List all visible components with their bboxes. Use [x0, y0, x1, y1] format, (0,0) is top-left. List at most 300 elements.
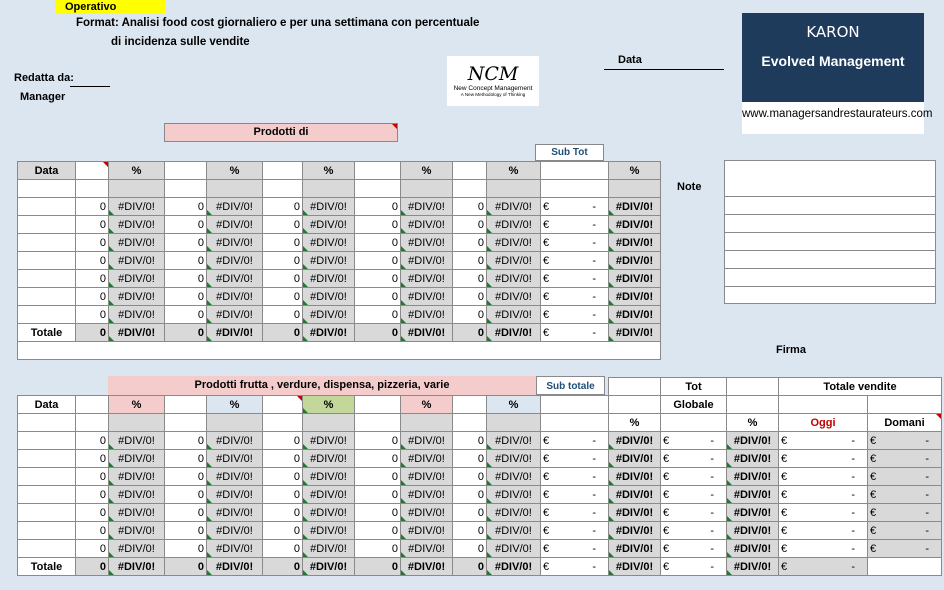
date-cell[interactable]	[18, 216, 76, 234]
date-cell[interactable]	[18, 522, 76, 540]
pct-header: %	[401, 162, 453, 180]
cell[interactable]	[165, 180, 207, 198]
date-cell[interactable]	[18, 270, 76, 288]
frutta-verdure-header: Prodotti frutta , verdure, dispensa, pizzeria, varie	[108, 376, 536, 395]
euro-sign: €	[781, 542, 788, 555]
euro-sign: €	[543, 542, 550, 555]
total-qty: 0	[453, 324, 487, 342]
subtot-cell	[541, 486, 609, 504]
pct-cell: #DIV/0!	[487, 486, 541, 504]
qty-cell[interactable]: 0	[453, 486, 487, 504]
date-cell[interactable]	[18, 306, 76, 324]
pct-cell: #DIV/0!	[401, 468, 453, 486]
cell[interactable]	[303, 414, 355, 432]
cell[interactable]	[165, 162, 207, 180]
cell[interactable]	[76, 180, 109, 198]
pct-cell: #DIV/0!	[207, 432, 263, 450]
total-label: Totale	[18, 324, 76, 342]
euro-sign: €	[543, 434, 550, 447]
cell[interactable]	[263, 396, 303, 414]
qty-cell[interactable]: 0	[453, 450, 487, 468]
pct-header: %	[609, 162, 661, 180]
cell[interactable]	[263, 162, 303, 180]
subtot-cell	[541, 504, 609, 522]
pct-cell: #DIV/0!	[727, 486, 779, 504]
date-cell[interactable]	[18, 540, 76, 558]
qty-cell[interactable]: 0	[76, 252, 109, 270]
cell[interactable]	[401, 414, 453, 432]
pct-cell: #DIV/0!	[207, 216, 263, 234]
pct-cell: #DIV/0!	[109, 234, 165, 252]
tot-globale-cell	[661, 522, 727, 540]
euro-sign: €	[781, 434, 788, 447]
domani-cell	[868, 468, 942, 486]
qty-cell[interactable]: 0	[355, 306, 401, 324]
pct-header: %	[303, 162, 355, 180]
cell[interactable]	[727, 378, 779, 396]
prodotti-di-header[interactable]: Prodotti di	[164, 123, 398, 142]
euro-sign: €	[663, 506, 670, 519]
karon-subtitle: Evolved Management	[761, 53, 905, 69]
pct-header: %	[487, 396, 541, 414]
qty-cell[interactable]: 0	[355, 252, 401, 270]
euro-sign: €	[781, 470, 788, 483]
date-cell[interactable]	[18, 288, 76, 306]
pct-cell: #DIV/0!	[487, 522, 541, 540]
date-cell[interactable]	[18, 486, 76, 504]
qty-cell[interactable]: 0	[165, 522, 207, 540]
table-row	[18, 198, 661, 216]
table-row	[18, 522, 942, 540]
cell[interactable]	[207, 414, 263, 432]
total-pct: #DIV/0!	[207, 558, 263, 576]
totale-vendite-label: Totale vendite	[779, 378, 942, 396]
table-prodotti	[17, 161, 661, 360]
oggi-cell	[779, 450, 868, 468]
euro-value: -	[851, 542, 855, 555]
blank	[165, 378, 541, 396]
tot-globale-cell	[661, 540, 727, 558]
cell[interactable]	[401, 180, 453, 198]
total-pct: #DIV/0!	[207, 324, 263, 342]
pct-cell: #DIV/0!	[303, 198, 355, 216]
qty-cell[interactable]: 0	[165, 216, 207, 234]
subtot-cell	[541, 198, 609, 216]
table-row	[18, 216, 661, 234]
cell[interactable]	[609, 396, 661, 414]
cell[interactable]	[541, 414, 609, 432]
euro-sign: €	[781, 506, 788, 519]
cell[interactable]	[453, 162, 487, 180]
euro-value: -	[592, 254, 596, 267]
cell[interactable]	[609, 378, 661, 396]
table-row	[18, 234, 661, 252]
qty-cell[interactable]: 0	[76, 450, 109, 468]
euro-sign: €	[543, 470, 550, 483]
domani-label: Domani	[868, 414, 942, 432]
total-pct: #DIV/0!	[727, 558, 779, 576]
qty-cell[interactable]: 0	[355, 450, 401, 468]
qty-cell[interactable]: 0	[76, 216, 109, 234]
table-row	[18, 504, 942, 522]
cell[interactable]	[303, 180, 355, 198]
euro-sign: €	[543, 236, 550, 249]
tot-label: Tot	[661, 378, 727, 396]
oggi-cell	[779, 486, 868, 504]
qty-cell[interactable]: 0	[263, 270, 303, 288]
euro-value: -	[710, 488, 714, 501]
footer-cell[interactable]	[18, 342, 661, 360]
qty-cell[interactable]: 0	[165, 450, 207, 468]
qty-cell[interactable]: 0	[263, 288, 303, 306]
title-line-1: Format: Analisi food cost giornaliero e per una settimana con percentuale	[76, 17, 480, 29]
pct-header: %	[487, 162, 541, 180]
pct-cell: #DIV/0!	[487, 252, 541, 270]
qty-cell[interactable]: 0	[263, 432, 303, 450]
euro-sign: €	[543, 218, 550, 231]
pct-cell: #DIV/0!	[727, 468, 779, 486]
qty-cell[interactable]: 0	[355, 504, 401, 522]
qty-cell[interactable]: 0	[76, 504, 109, 522]
pct-cell: #DIV/0!	[109, 288, 165, 306]
subtot-cell	[541, 432, 609, 450]
cell[interactable]	[207, 180, 263, 198]
qty-cell[interactable]: 0	[165, 270, 207, 288]
note-box[interactable]	[724, 160, 936, 304]
qty-cell[interactable]: 0	[263, 306, 303, 324]
cell[interactable]	[541, 180, 609, 198]
pct-cell: #DIV/0!	[303, 234, 355, 252]
qty-cell[interactable]: 0	[76, 306, 109, 324]
pct-cell: #DIV/0!	[401, 306, 453, 324]
date-cell[interactable]	[18, 468, 76, 486]
pct-cell: #DIV/0!	[609, 486, 661, 504]
pct-cell: #DIV/0!	[109, 468, 165, 486]
qty-cell[interactable]: 0	[453, 540, 487, 558]
qty-cell[interactable]: 0	[76, 540, 109, 558]
cell[interactable]	[355, 180, 401, 198]
total-qty: 0	[263, 324, 303, 342]
euro-sign: €	[870, 470, 877, 483]
qty-cell[interactable]: 0	[76, 468, 109, 486]
qty-cell[interactable]: 0	[76, 522, 109, 540]
qty-cell[interactable]: 0	[453, 216, 487, 234]
qty-cell[interactable]: 0	[453, 252, 487, 270]
pct-cell: #DIV/0!	[609, 468, 661, 486]
qty-cell[interactable]: 0	[355, 522, 401, 540]
total-pct: #DIV/0!	[609, 558, 661, 576]
date-cell[interactable]	[18, 432, 76, 450]
cell[interactable]	[109, 180, 165, 198]
subtot-cell	[541, 468, 609, 486]
cell[interactable]	[541, 162, 609, 180]
subtot-cell	[541, 270, 609, 288]
euro-value: -	[592, 326, 596, 339]
qty-cell[interactable]: 0	[355, 432, 401, 450]
qty-cell[interactable]: 0	[355, 270, 401, 288]
qty-cell[interactable]: 0	[263, 486, 303, 504]
subtot-cell	[541, 306, 609, 324]
euro-value: -	[592, 542, 596, 555]
total-qty: 0	[165, 558, 207, 576]
cell[interactable]	[453, 396, 487, 414]
qty-cell[interactable]: 0	[453, 522, 487, 540]
total-subtot	[541, 558, 609, 576]
cell[interactable]	[76, 162, 109, 180]
karon-url: www.managersandrestaurateurs.com	[742, 102, 924, 134]
pct-cell: #DIV/0!	[207, 288, 263, 306]
euro-value: -	[592, 290, 596, 303]
pct-cell: #DIV/0!	[207, 198, 263, 216]
pct-total-cell: #DIV/0!	[609, 270, 661, 288]
karon-title: KARON	[806, 23, 860, 41]
qty-cell[interactable]: 0	[165, 486, 207, 504]
pct-cell: #DIV/0!	[303, 486, 355, 504]
cell[interactable]	[109, 414, 165, 432]
qty-cell[interactable]: 0	[165, 198, 207, 216]
euro-sign: €	[663, 488, 670, 501]
total-qty: 0	[355, 558, 401, 576]
ncm-logo-line1: New Concept Management	[453, 85, 533, 92]
blank	[541, 378, 609, 396]
euro-value: -	[710, 434, 714, 447]
pct-cell: #DIV/0!	[109, 540, 165, 558]
cell[interactable]	[165, 396, 207, 414]
cell[interactable]	[355, 414, 401, 432]
euro-sign: €	[870, 524, 877, 537]
euro-value: -	[592, 272, 596, 285]
pct-cell: #DIV/0!	[109, 522, 165, 540]
cell[interactable]	[868, 396, 942, 414]
euro-sign: €	[781, 524, 788, 537]
sub-tot-header: Sub Tot	[535, 144, 604, 161]
pct-header: %	[609, 414, 661, 432]
cell[interactable]	[541, 396, 609, 414]
date-cell[interactable]	[18, 252, 76, 270]
euro-value: -	[710, 560, 714, 573]
total-pct-final: #DIV/0!	[609, 324, 661, 342]
domani-cell	[868, 450, 942, 468]
qty-cell[interactable]: 0	[453, 432, 487, 450]
qty-cell[interactable]: 0	[453, 270, 487, 288]
tot-globale-cell	[661, 504, 727, 522]
qty-cell[interactable]: 0	[263, 252, 303, 270]
cell[interactable]	[868, 558, 942, 576]
pct-cell: #DIV/0!	[401, 504, 453, 522]
euro-sign: €	[543, 272, 550, 285]
col-data-header: Data	[18, 162, 76, 180]
qty-cell[interactable]: 0	[453, 468, 487, 486]
pct-cell: #DIV/0!	[609, 504, 661, 522]
pct-cell: #DIV/0!	[727, 504, 779, 522]
pct-cell: #DIV/0!	[487, 216, 541, 234]
total-qty: 0	[76, 324, 109, 342]
euro-value: -	[925, 542, 929, 555]
pct-header: %	[109, 396, 165, 414]
qty-cell[interactable]: 0	[263, 216, 303, 234]
qty-cell[interactable]: 0	[355, 468, 401, 486]
cell[interactable]	[355, 162, 401, 180]
qty-cell[interactable]: 0	[165, 288, 207, 306]
date-cell[interactable]	[18, 198, 76, 216]
pct-header: %	[109, 162, 165, 180]
pct-cell: #DIV/0!	[401, 270, 453, 288]
euro-sign: €	[543, 524, 550, 537]
total-qty: 0	[355, 324, 401, 342]
pct-cell: #DIV/0!	[207, 540, 263, 558]
cell[interactable]	[18, 414, 76, 432]
qty-cell[interactable]: 0	[165, 468, 207, 486]
pct-cell: #DIV/0!	[303, 540, 355, 558]
oggi-cell	[779, 522, 868, 540]
qty-cell[interactable]: 0	[76, 198, 109, 216]
qty-cell[interactable]: 0	[355, 486, 401, 504]
pct-cell: #DIV/0!	[609, 522, 661, 540]
qty-cell[interactable]: 0	[355, 540, 401, 558]
qty-cell[interactable]: 0	[263, 504, 303, 522]
pct-cell: #DIV/0!	[727, 432, 779, 450]
oggi-cell	[779, 468, 868, 486]
pct-cell: #DIV/0!	[109, 486, 165, 504]
cell[interactable]	[165, 414, 207, 432]
total-pct: #DIV/0!	[401, 558, 453, 576]
pct-cell: #DIV/0!	[303, 450, 355, 468]
qty-cell[interactable]: 0	[355, 216, 401, 234]
total-pct: #DIV/0!	[303, 324, 355, 342]
euro-sign: €	[543, 326, 550, 339]
euro-sign: €	[870, 488, 877, 501]
qty-cell[interactable]: 0	[263, 450, 303, 468]
pct-cell: #DIV/0!	[303, 504, 355, 522]
cell[interactable]	[76, 396, 109, 414]
ncm-logo	[447, 56, 539, 106]
qty-cell[interactable]: 0	[76, 432, 109, 450]
euro-value: -	[592, 308, 596, 321]
cell[interactable]	[487, 180, 541, 198]
cell[interactable]	[609, 180, 661, 198]
qty-cell[interactable]: 0	[76, 234, 109, 252]
total-row	[18, 558, 942, 576]
cell[interactable]	[76, 414, 109, 432]
pct-cell: #DIV/0!	[207, 252, 263, 270]
col-data-header: Data	[18, 396, 76, 414]
qty-cell[interactable]: 0	[355, 288, 401, 306]
cell[interactable]	[263, 414, 303, 432]
pct-cell: #DIV/0!	[207, 234, 263, 252]
redatta-line	[70, 86, 110, 87]
tot-globale-cell	[661, 468, 727, 486]
euro-value: -	[592, 218, 596, 231]
domani-cell	[868, 522, 942, 540]
cell[interactable]	[727, 396, 779, 414]
cell[interactable]	[453, 414, 487, 432]
euro-value: -	[592, 524, 596, 537]
cell[interactable]	[355, 396, 401, 414]
qty-cell[interactable]: 0	[76, 270, 109, 288]
euro-sign: €	[663, 470, 670, 483]
cell[interactable]	[263, 180, 303, 198]
euro-sign: €	[870, 434, 877, 447]
cell[interactable]	[487, 414, 541, 432]
euro-value: -	[851, 560, 855, 573]
pct-cell: #DIV/0!	[303, 468, 355, 486]
qty-cell[interactable]: 0	[263, 234, 303, 252]
cell[interactable]	[661, 414, 727, 432]
euro-value: -	[925, 470, 929, 483]
pct-header: %	[207, 162, 263, 180]
qty-cell[interactable]: 0	[453, 288, 487, 306]
pct-cell: #DIV/0!	[487, 306, 541, 324]
pct-total-cell: #DIV/0!	[609, 252, 661, 270]
qty-cell[interactable]: 0	[453, 234, 487, 252]
qty-cell[interactable]: 0	[355, 234, 401, 252]
euro-value: -	[592, 560, 596, 573]
euro-value: -	[592, 488, 596, 501]
qty-cell[interactable]: 0	[263, 468, 303, 486]
euro-value: -	[710, 470, 714, 483]
cell[interactable]	[453, 180, 487, 198]
qty-cell[interactable]: 0	[76, 288, 109, 306]
total-qty: 0	[76, 558, 109, 576]
qty-cell[interactable]: 0	[355, 198, 401, 216]
qty-cell[interactable]: 0	[165, 540, 207, 558]
pct-cell: #DIV/0!	[207, 450, 263, 468]
total-qty: 0	[263, 558, 303, 576]
euro-value: -	[710, 542, 714, 555]
data-input-line[interactable]	[604, 69, 724, 70]
cell[interactable]	[18, 180, 76, 198]
qty-cell[interactable]: 0	[165, 234, 207, 252]
t1-footer-row	[18, 342, 661, 360]
date-cell[interactable]	[18, 504, 76, 522]
total-row	[18, 324, 661, 342]
pct-cell: #DIV/0!	[109, 270, 165, 288]
qty-cell[interactable]: 0	[165, 252, 207, 270]
qty-cell[interactable]: 0	[165, 306, 207, 324]
euro-value: -	[925, 524, 929, 537]
tot-globale-cell	[661, 450, 727, 468]
oggi-cell	[779, 432, 868, 450]
euro-value: -	[710, 524, 714, 537]
pct-cell: #DIV/0!	[487, 270, 541, 288]
qty-cell[interactable]: 0	[263, 522, 303, 540]
euro-value: -	[851, 470, 855, 483]
pct-header: %	[207, 396, 263, 414]
qty-cell[interactable]: 0	[263, 198, 303, 216]
pct-total-cell: #DIV/0!	[609, 216, 661, 234]
qty-cell[interactable]: 0	[453, 198, 487, 216]
qty-cell[interactable]: 0	[165, 504, 207, 522]
euro-sign: €	[543, 506, 550, 519]
date-cell[interactable]	[18, 450, 76, 468]
euro-sign: €	[543, 560, 550, 573]
qty-cell[interactable]: 0	[453, 306, 487, 324]
euro-sign: €	[870, 506, 877, 519]
total-subtot	[541, 324, 609, 342]
cell[interactable]	[779, 396, 868, 414]
euro-sign: €	[543, 452, 550, 465]
qty-cell[interactable]: 0	[165, 432, 207, 450]
t2-header-row	[18, 396, 942, 414]
euro-value: -	[851, 524, 855, 537]
pct-cell: #DIV/0!	[207, 306, 263, 324]
qty-cell[interactable]: 0	[76, 486, 109, 504]
date-cell[interactable]	[18, 234, 76, 252]
qty-cell[interactable]: 0	[263, 540, 303, 558]
qty-cell[interactable]: 0	[453, 504, 487, 522]
euro-value: -	[592, 236, 596, 249]
euro-sign: €	[543, 254, 550, 267]
